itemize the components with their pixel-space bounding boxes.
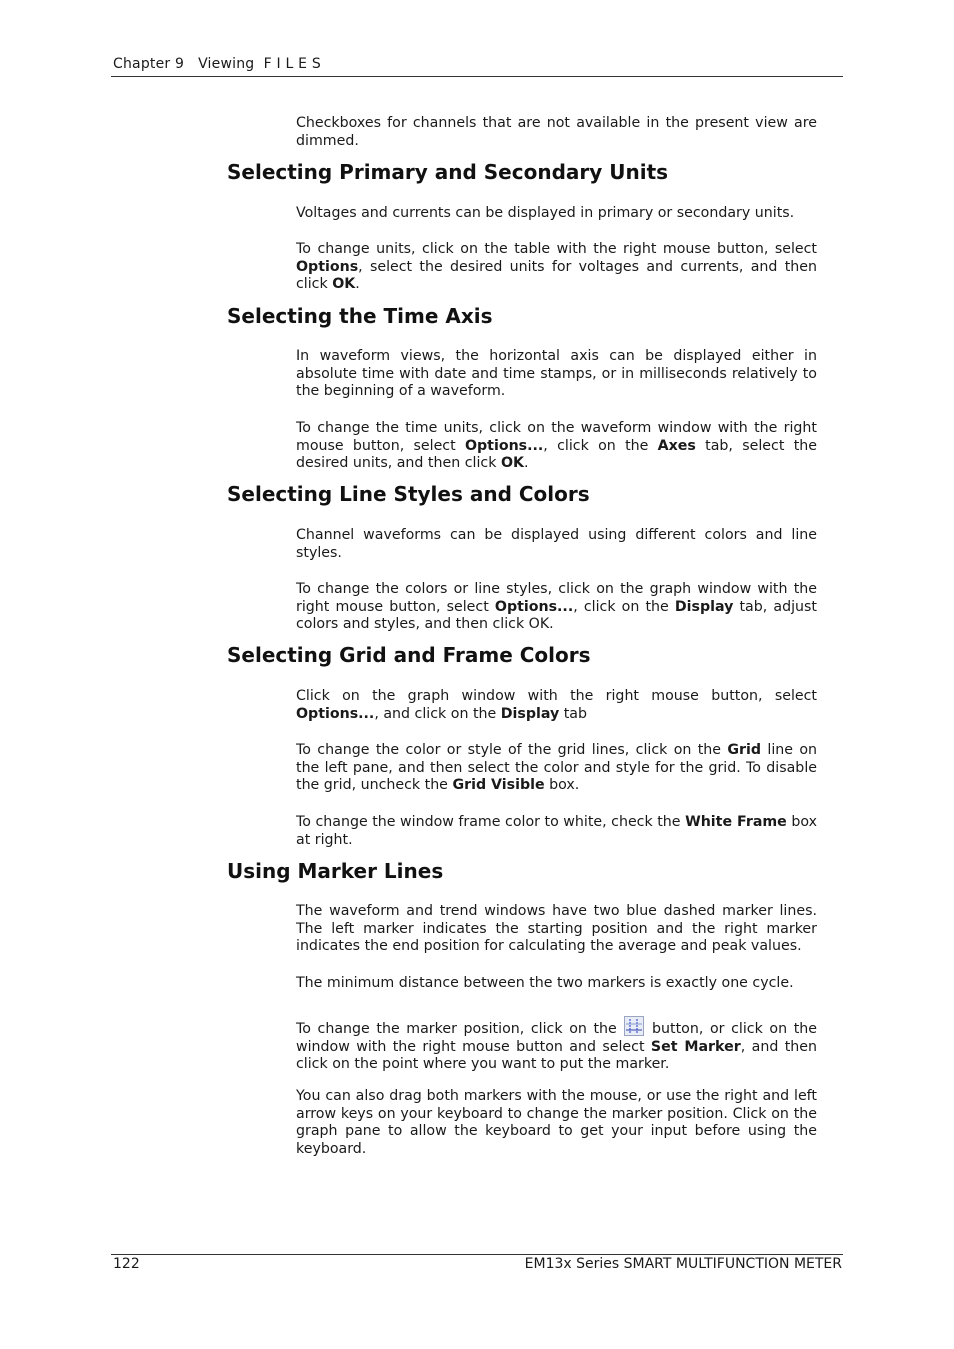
intro-paragraph: Checkboxes for channels that are not available in the present view are dimmed.	[296, 115, 817, 149]
markers-paragraph-1: The waveform and trend windows have two blue dashed marker lines. The left marker indicates the starting position and the right marker indicates the end position for calculating the average and peak values.	[296, 903, 817, 955]
units-paragraph-2: To change units, click on the table with the right mouse button, select Options, select the desired units for voltages and currents, and then click OK.	[296, 241, 817, 293]
markers-paragraph-2: The minimum distance between the two markers is exactly one cycle.	[296, 975, 794, 991]
grid-frame-paragraph-1: Click on the graph window with the right mouse button, select Options..., and click on the Display tab	[296, 688, 817, 722]
time-axis-paragraph-1: In waveform views, the horizontal axis can be displayed either in absolute time with date and time stamps, or in milliseconds relatively to the beginning of a waveform.	[296, 348, 817, 400]
line-styles-paragraph-1: Channel waveforms can be displayed using different colors and line styles.	[296, 527, 817, 561]
section-title-markers: Using Marker Lines	[227, 859, 444, 883]
footer-rule	[111, 1254, 843, 1255]
line-styles-paragraph-2: To change the colors or line styles, click on the graph window with the right mouse button, select Options..., click on the Display tab, adjust colors and styles, and then click OK.	[296, 581, 817, 633]
product-name: EM13x Series SMART MULTIFUNCTION METER	[524, 1256, 842, 1272]
section-title-units: Selecting Primary and Secondary Units	[227, 160, 669, 184]
section-title-time-axis: Selecting the Time Axis	[227, 304, 493, 328]
units-paragraph-1: Voltages and currents can be displayed in primary or secondary units.	[296, 205, 795, 221]
section-title-line-styles: Selecting Line Styles and Colors	[227, 482, 590, 506]
chapter-header: Chapter 9 Viewing F I L E S	[113, 56, 321, 72]
markers-paragraph-4: You can also drag both markers with the mouse, or use the right and left arrow keys on your keyboard to change the marker position. Click on the graph pane to allow the keyboard to get your input before using the keyboard.	[296, 1088, 817, 1157]
grid-frame-paragraph-2: To change the color or style of the grid lines, click on the Grid line on the left pane, and then select the color and style for the grid. To disable the grid, uncheck the Grid Visible box.	[296, 742, 818, 794]
marker-button-icon	[624, 1016, 644, 1036]
section-title-grid-frame: Selecting Grid and Frame Colors	[227, 643, 591, 667]
time-axis-paragraph-2: To change the time units, click on the waveform window with the right mouse button, select Options..., click on the Axes tab, select the desired units, and then click OK.	[296, 420, 817, 472]
grid-frame-paragraph-3: To change the window frame color to white, check the White Frame box at right.	[296, 814, 817, 848]
markers-paragraph-3: To change the marker position, click on the button, or click on the window with the right mouse button and select Set Marker, and then click on the point where you want to put the marker.	[296, 1016, 817, 1074]
page-number: 122	[113, 1256, 140, 1272]
header-rule	[111, 76, 843, 77]
